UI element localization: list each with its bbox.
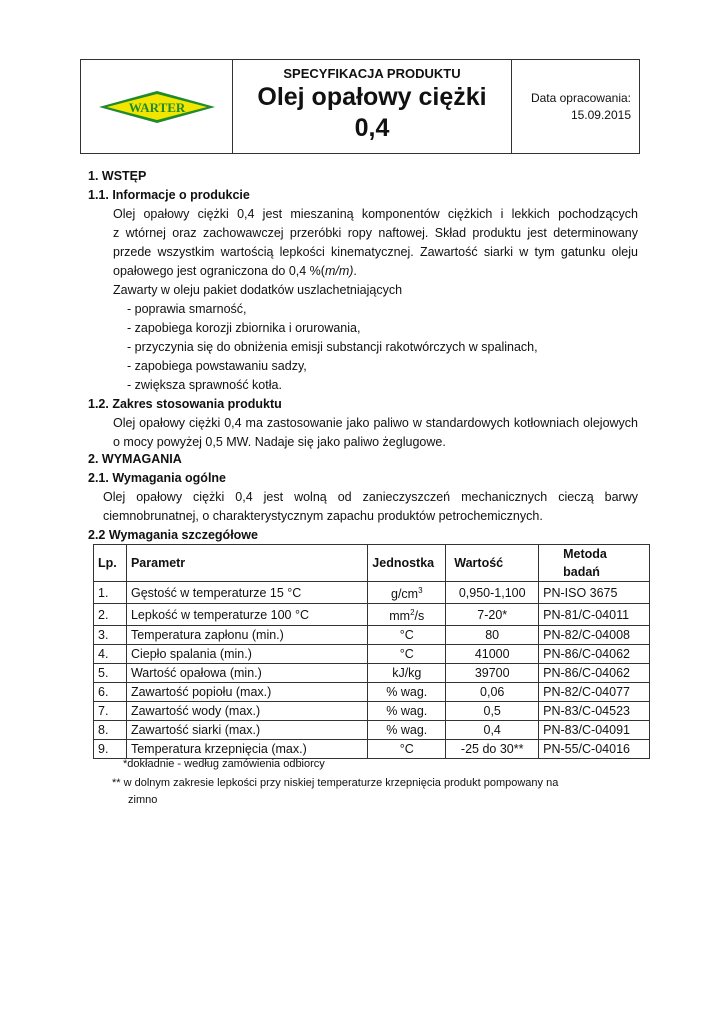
cell-parameter: Wartość opałowa (min.) xyxy=(126,664,367,683)
list-item: - zapobiega korozji zbiornika i orurowania, xyxy=(127,321,361,335)
list-item: - zwiększa sprawność kotła. xyxy=(127,378,282,392)
table-header-row xyxy=(94,545,650,582)
paragraph-line: Olej opałowy ciężki 0,4 jest mieszaniną komponentów ciężkich i lekkich pochodzących xyxy=(113,207,638,221)
cell-parameter: Ciepło spalania (min.) xyxy=(126,645,367,664)
cell-value: 7-20* xyxy=(446,604,539,626)
list-item: - przyczynia się do obniżenia emisji substancji rakotwórczych w spalinach, xyxy=(127,340,538,354)
unit-italic: m/m) xyxy=(324,264,354,278)
additives-intro: Zawarty w oleju pakiet dodatków uszlachetniających xyxy=(113,283,403,297)
cell-value: 0,950-1,100 xyxy=(446,582,539,604)
footnote-2-line1: ** w dolnym zakresie lepkości przy niskiej temperaturze krzepnięcia produkt pompowany na xyxy=(112,777,559,789)
paragraph-line: Olej opałowy ciężki 0,4 ma zastosowanie jako paliwo w standardowych kotłowniach olejowych xyxy=(113,416,638,430)
cell-method: PN-86/C-04062 xyxy=(539,645,650,664)
list-item: - zapobiega powstawaniu sadzy, xyxy=(127,359,307,373)
footnote-2-line2: zimno xyxy=(128,794,158,806)
unit-text: % wag. xyxy=(386,723,428,738)
cell-value: 0,4 xyxy=(446,721,539,740)
paragraph-text: opałowego jest ograniczona do 0,4 %( xyxy=(113,264,325,278)
unit-superscript: 2 xyxy=(410,608,415,618)
cell-method: PN-82/C-04077 xyxy=(539,683,650,702)
section1-1-heading: 1.1. Informacje o produkcie xyxy=(88,188,250,202)
table-row xyxy=(94,683,650,702)
unit-text: mm xyxy=(389,609,411,624)
cell-method: PN-82/C-04008 xyxy=(539,626,650,645)
cell-value: 0,5 xyxy=(446,702,539,721)
cell-unit xyxy=(368,582,446,604)
paragraph-line: przede wszystkim wartością lepkości kinematycznej. Zawartość siarki w tym gatunku oleju xyxy=(113,245,638,259)
cell-value: 39700 xyxy=(446,664,539,683)
section2-heading: 2. WYMAGANIA xyxy=(88,452,182,466)
cell-parameter: Lepkość w temperaturze 100 °C xyxy=(126,604,367,626)
cell-method: PN-55/C-04016 xyxy=(539,740,650,759)
table-row xyxy=(94,721,650,740)
general-req-paragraph xyxy=(103,488,638,526)
table-row xyxy=(94,604,650,626)
additives-list xyxy=(127,300,538,395)
section1-2-heading: 1.2. Zakres stosowania produktu xyxy=(88,397,282,411)
paragraph-line: z wtórnej oraz zachowawczej przeróbki ropy naftowej. Skład produktu jest determinowany xyxy=(113,226,638,240)
footnote-1: *dokładnie - według zamówienia odbiorcy xyxy=(123,758,325,770)
cell-method: PN-86/C-04062 xyxy=(539,664,650,683)
cell-lp: 4. xyxy=(94,645,127,664)
spec-label: SPECYFIKACJA PRODUKTU xyxy=(283,66,461,81)
paragraph-line: o mocy powyżej 0,5 MW. Nadaje się jako paliwo żeglugowe. xyxy=(113,435,446,449)
cell-lp: 9. xyxy=(94,740,127,759)
unit-text: % wag. xyxy=(386,685,428,700)
cell-unit xyxy=(368,626,446,645)
cell-lp: 8. xyxy=(94,721,127,740)
title-cell xyxy=(233,60,512,153)
unit-text: kJ/kg xyxy=(392,666,422,681)
list-item: - poprawia smarność, xyxy=(127,302,247,316)
cell-value: 41000 xyxy=(446,645,539,664)
section2-2-heading: 2.2 Wymagania szczegółowe xyxy=(88,528,258,542)
cell-unit xyxy=(368,683,446,702)
cell-parameter: Zawartość siarki (max.) xyxy=(126,721,367,740)
paragraph-line: ciemnobrunatnej, o charakterystycznym zapachu produktów petrochemicznych. xyxy=(103,509,543,523)
col-header-method: Metoda badań xyxy=(539,545,650,582)
cell-parameter: Temperatura krzepnięcia (max.) xyxy=(126,740,367,759)
cell-unit xyxy=(368,702,446,721)
unit-superscript: 3 xyxy=(418,586,423,595)
paragraph-line: Olej opałowy ciężki 0,4 jest wolną od zanieczyszczeń mechanicznych cieczą barwy xyxy=(103,490,638,504)
paragraph-line-last xyxy=(113,262,638,281)
product-title-line2: 0,4 xyxy=(354,114,390,142)
cell-unit xyxy=(368,664,446,683)
cell-parameter: Gęstość w temperaturze 15 °C xyxy=(126,582,367,604)
unit-text: °C xyxy=(399,628,414,643)
table-row xyxy=(94,702,650,721)
cell-lp: 2. xyxy=(94,604,127,626)
product-title-line1: Olej opałowy ciężki xyxy=(257,83,487,111)
section2-1-heading: 2.1. Wymagania ogólne xyxy=(88,471,227,485)
cell-method: PN-ISO 3675 xyxy=(539,582,650,604)
logo-text: WARTER xyxy=(128,99,185,115)
cell-unit xyxy=(368,645,446,664)
table-row xyxy=(94,582,650,604)
logo-cell xyxy=(81,60,233,153)
cell-unit xyxy=(368,740,446,759)
date-cell xyxy=(512,60,639,153)
cell-parameter: Temperatura zapłonu (min.) xyxy=(126,626,367,645)
unit-text: °C xyxy=(399,742,414,757)
unit-text: °C xyxy=(399,647,414,662)
date-value: 15.09.2015 xyxy=(570,107,631,122)
paragraph-text: . xyxy=(353,264,357,278)
usage-paragraph xyxy=(113,414,638,452)
cell-parameter: Zawartość wody (max.) xyxy=(126,702,367,721)
table-row xyxy=(94,626,650,645)
product-info-paragraph xyxy=(113,205,638,300)
cell-value: 80 xyxy=(446,626,539,645)
col-header-unit: Jednostka xyxy=(368,545,446,582)
col-header-value: Wartość xyxy=(446,545,539,582)
cell-parameter: Zawartość popiołu (max.) xyxy=(126,683,367,702)
unit-text: /s xyxy=(414,609,425,624)
header-box xyxy=(80,59,640,154)
cell-lp: 1. xyxy=(94,582,127,604)
cell-value: -25 do 30** xyxy=(446,740,539,759)
date-label: Data opracowania: xyxy=(530,90,631,105)
cell-unit xyxy=(368,604,446,626)
cell-lp: 5. xyxy=(94,664,127,683)
cell-lp: 6. xyxy=(94,683,127,702)
cell-method: PN-81/C-04011 xyxy=(539,604,650,626)
col-header-lp: Lp. xyxy=(94,545,127,582)
col-header-parameter: Parametr xyxy=(126,545,367,582)
table-row xyxy=(94,645,650,664)
warter-logo xyxy=(97,89,217,125)
section1-heading: 1. WSTĘP xyxy=(88,169,147,183)
cell-method: PN-83/C-04091 xyxy=(539,721,650,740)
cell-unit xyxy=(368,721,446,740)
cell-lp: 3. xyxy=(94,626,127,645)
unit-text: % wag. xyxy=(386,704,428,719)
table-row xyxy=(94,664,650,683)
cell-value: 0,06 xyxy=(446,683,539,702)
unit-text: g/cm xyxy=(391,587,419,602)
cell-method: PN-83/C-04523 xyxy=(539,702,650,721)
cell-lp: 7. xyxy=(94,702,127,721)
requirements-table xyxy=(93,544,650,759)
